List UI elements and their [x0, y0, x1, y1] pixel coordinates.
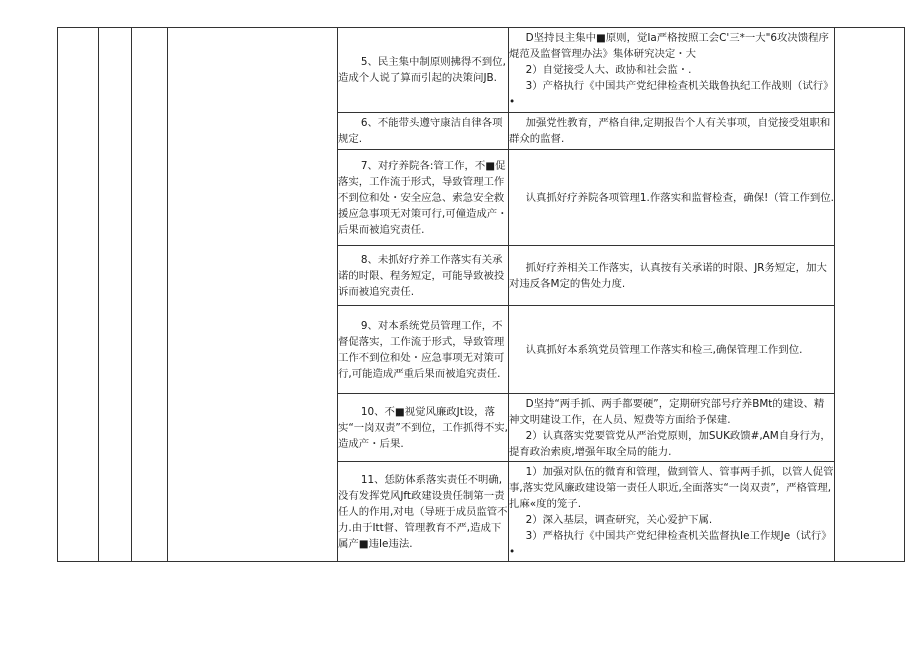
measure-cell — [509, 113, 835, 150]
col-blank-3 — [132, 28, 168, 562]
measure-text: 认真抓好疗养院各项管理1.作落实和监督检查，确保!（管工作到位. — [525, 191, 834, 204]
measure-text: D坚持艮主集中■原则，觉Ia严格按照工会C'三*一大"6攻决馈程序焜范及监督管理办法》集体研究决定・大 — [509, 32, 829, 60]
col-blank-1 — [58, 28, 99, 562]
issue-text: 9、对本系统党员管理工作，不督促落实，工作流于形式，导致管理工作不到位和处・应急事项无对策可行,可能造成严重后果而被追究责任. — [338, 319, 505, 380]
issue-text: 8、未抓好疗养工作落实有关承诺的时限、程务短定，可能导致被投诉而被追究责任. — [338, 253, 505, 298]
measure-text: 3）严格执行《中国共产党纪律检查机关监督执Ie工作规Je（试行》• — [509, 529, 832, 558]
measure-text: 抓好疗养相关工作落实，认真按有关承诺的时限、JR务短定，加大对违反各M定的售处力度. — [509, 261, 827, 290]
measure-cell — [509, 28, 835, 113]
risk-issue-cell — [338, 246, 509, 306]
measure-text: 2）深入基层，调查研究，关心爱护下属. — [525, 513, 713, 526]
measure-text: 2）自觉接受人大、政协和社会监・. — [525, 64, 692, 76]
measure-cell — [509, 462, 835, 562]
measure-text: 1）加强对队伍的微育和管理，做到管人、管事两手抓，以管人促管事,落实党风廉政建设第一责任人职近,全面落实“一岗双责”，严格管理,扎麻«度的笼子. — [509, 465, 834, 510]
issue-text: 11、恁防体系落实责任不明确,没有发挥党风Jft政建设贵任制第一责任人的作用,对电（导班于成员监管不力.由于Itt督、管理教育不严,造成下属产■违Ie违法. — [338, 473, 508, 550]
col-blank-2 — [99, 28, 132, 562]
measure-text: 认真抓好本系筑党员管理工作落实和检三,确保管理工作到位. — [525, 343, 803, 356]
col-blank-4 — [168, 28, 338, 562]
measure-text: 2）认真落实党要管党从严治党原则，加SUK政馈#,AM自身行为，提育政治索庾,增强年取全局的能力. — [509, 429, 831, 458]
table-row — [58, 28, 905, 113]
issue-text: 10、不■视觉风廉政Jt设，落实“一岗双责”不到位，工作抓得不实,造成产・后果. — [338, 405, 508, 450]
risk-issue-cell — [338, 150, 509, 246]
measure-cell — [509, 246, 835, 306]
measure-cell — [509, 394, 835, 462]
measure-text: 3）产格执行《中国共产党纪律检查机关戢鲁执纪工作战则（试行》• — [509, 80, 834, 108]
issue-text: 7、对疗养院各:管工作，不■促落实，工作流于形式，导致管理工作不到位和处・安全应急、索急安全救援应急事项无对策可行,可僮造成产・后果而被追究责任. — [338, 159, 508, 236]
risk-issue-cell — [338, 113, 509, 150]
measure-text: 加强党性教育，严格自律,定期报告个人有关事项，自觉接受俎职和群众的监督. — [509, 117, 831, 145]
measures-table — [57, 27, 905, 562]
risk-issue-cell — [338, 306, 509, 394]
measure-text: D坚持“两手抓、两手都要硬”，定期研究部号疗养BMt的建设、精神文明建设工作，在人员、短费等方面给予保建. — [509, 397, 825, 426]
issue-text: 6、不能带头遵守康洁自律各项规定. — [338, 117, 503, 145]
measure-cell — [509, 150, 835, 246]
risk-issue-cell — [338, 462, 509, 562]
col-blank-7 — [835, 28, 905, 562]
issue-text: 5、民主集中制原则拂得不到位,造成个人说了算而引起的决策问JB. — [338, 56, 506, 84]
risk-issue-cell — [338, 28, 509, 113]
risk-issue-cell — [338, 394, 509, 462]
measure-cell — [509, 306, 835, 394]
